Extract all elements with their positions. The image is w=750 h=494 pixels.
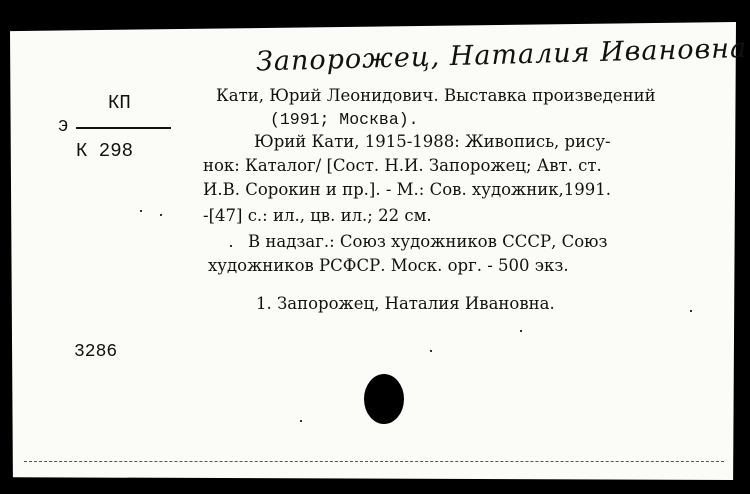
entry-heading-cont: (1991; Москва). bbox=[270, 110, 419, 129]
speck bbox=[690, 310, 692, 312]
entry-note: В надзаг.: Союз художников СССР, Союз bbox=[248, 232, 608, 251]
speck bbox=[230, 245, 232, 247]
entry-subject-heading: 1. Запорожец, Наталия Ивановна. bbox=[256, 294, 555, 313]
entry-physical-description: -[47] с.: ил., цв. ил.; 22 см. bbox=[203, 206, 432, 225]
speck bbox=[430, 350, 432, 352]
shelf-mark-top: КП bbox=[108, 92, 131, 114]
entry-note-cont: художников РСФСР. Моск. орг. - 500 экз. bbox=[208, 256, 569, 275]
entry-title-cont: нок: Каталог/ [Сост. Н.И. Запорожец; Авт. ст. bbox=[203, 156, 602, 175]
shelf-mark-prefix: Э bbox=[58, 118, 69, 137]
punch-hole bbox=[364, 374, 404, 424]
shelf-mark-bottom: К 298 bbox=[76, 140, 134, 162]
entry-title: Юрий Кати, 1915-1988: Живопись, рису- bbox=[254, 132, 611, 151]
inventory-number: 3286 bbox=[74, 342, 118, 362]
handwritten-name: Запорожец, Наталия Ивановна bbox=[255, 32, 748, 78]
speck bbox=[140, 210, 142, 212]
shelf-mark-divider bbox=[76, 127, 171, 129]
entry-imprint: И.В. Сорокин и пр.]. - М.: Сов. художник,1991. bbox=[203, 180, 612, 199]
speck bbox=[300, 420, 302, 422]
speck bbox=[160, 214, 162, 216]
speck bbox=[520, 330, 522, 332]
entry-heading: Кати, Юрий Леонидович. Выставка произведений bbox=[216, 86, 656, 105]
card-bottom-rule bbox=[24, 461, 724, 463]
